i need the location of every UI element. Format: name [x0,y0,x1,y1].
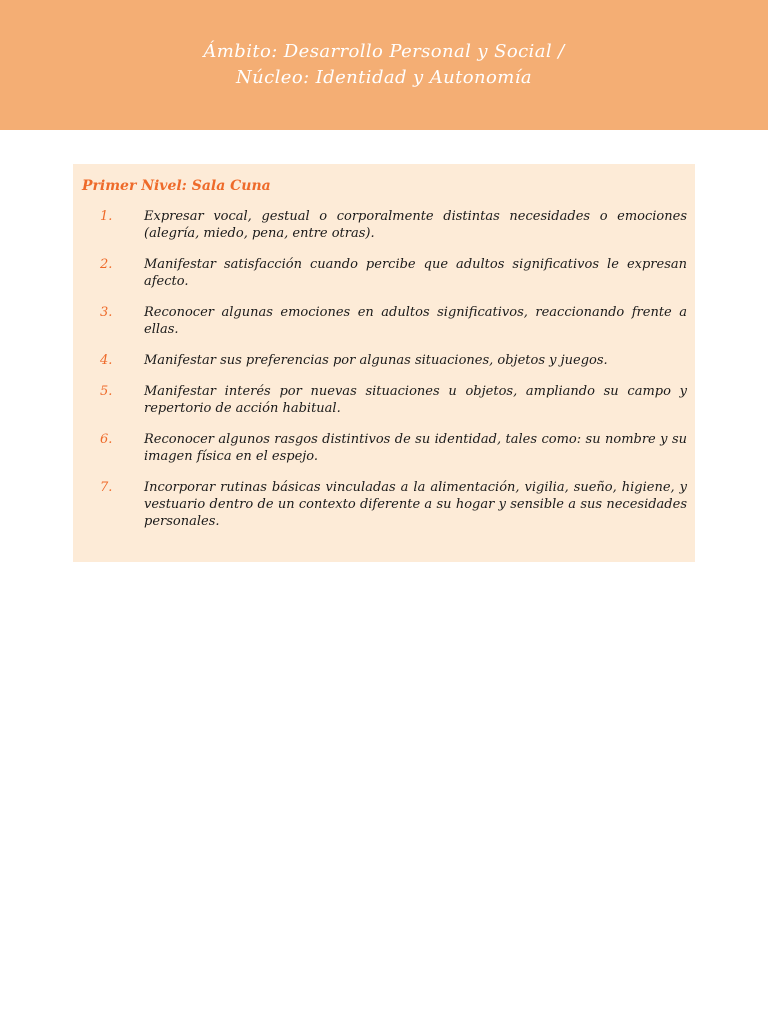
header-title-line-1: Ámbito: Desarrollo Personal y Social / [203,41,565,62]
level-section-box [73,164,695,562]
objective-number: 3. [100,305,113,320]
objective-text: Incorporar rutinas básicas vinculadas a la alimentación, vigilia, sueño, higiene, y vestuario dentro de un contexto diferente a su hogar y sensible a sus necesidades personales. [144,480,687,529]
objective-text: Manifestar interés por nuevas situaciones u objetos, ampliando su campo y repertorio de acción habitual. [144,384,687,416]
objective-item [82,304,687,338]
objective-item [82,208,687,242]
objective-item [82,383,687,417]
objective-text: Reconocer algunos rasgos distintivos de su identidad, tales como: su nombre y su imagen física en el espejo. [144,432,687,464]
objective-number: 2. [100,257,113,272]
page-header [0,0,768,130]
objective-item [82,431,687,465]
objective-text: Reconocer algunas emociones en adultos significativos, reaccionando frente a ellas. [144,305,687,337]
objective-number: 4. [100,353,113,368]
objective-item [82,479,687,530]
objectives-list [82,208,687,530]
objective-number: 6. [100,432,113,447]
objective-text: Manifestar satisfacción cuando percibe que adultos significativos le expresan afecto. [144,257,687,289]
objective-text: Expresar vocal, gestual o corporalmente distintas necesidades o emociones (alegría, miedo, pena, entre otras). [144,209,687,241]
header-title-line-2: Núcleo: Identidad y Autonomía [236,67,532,88]
level-title: Primer Nivel: Sala Cuna [82,178,271,194]
objective-item [82,352,687,369]
objective-number: 7. [100,480,113,495]
objective-item [82,256,687,290]
objective-number: 5. [100,384,113,399]
objective-text: Manifestar sus preferencias por algunas situaciones, objetos y juegos. [144,353,608,368]
objective-number: 1. [100,209,113,224]
